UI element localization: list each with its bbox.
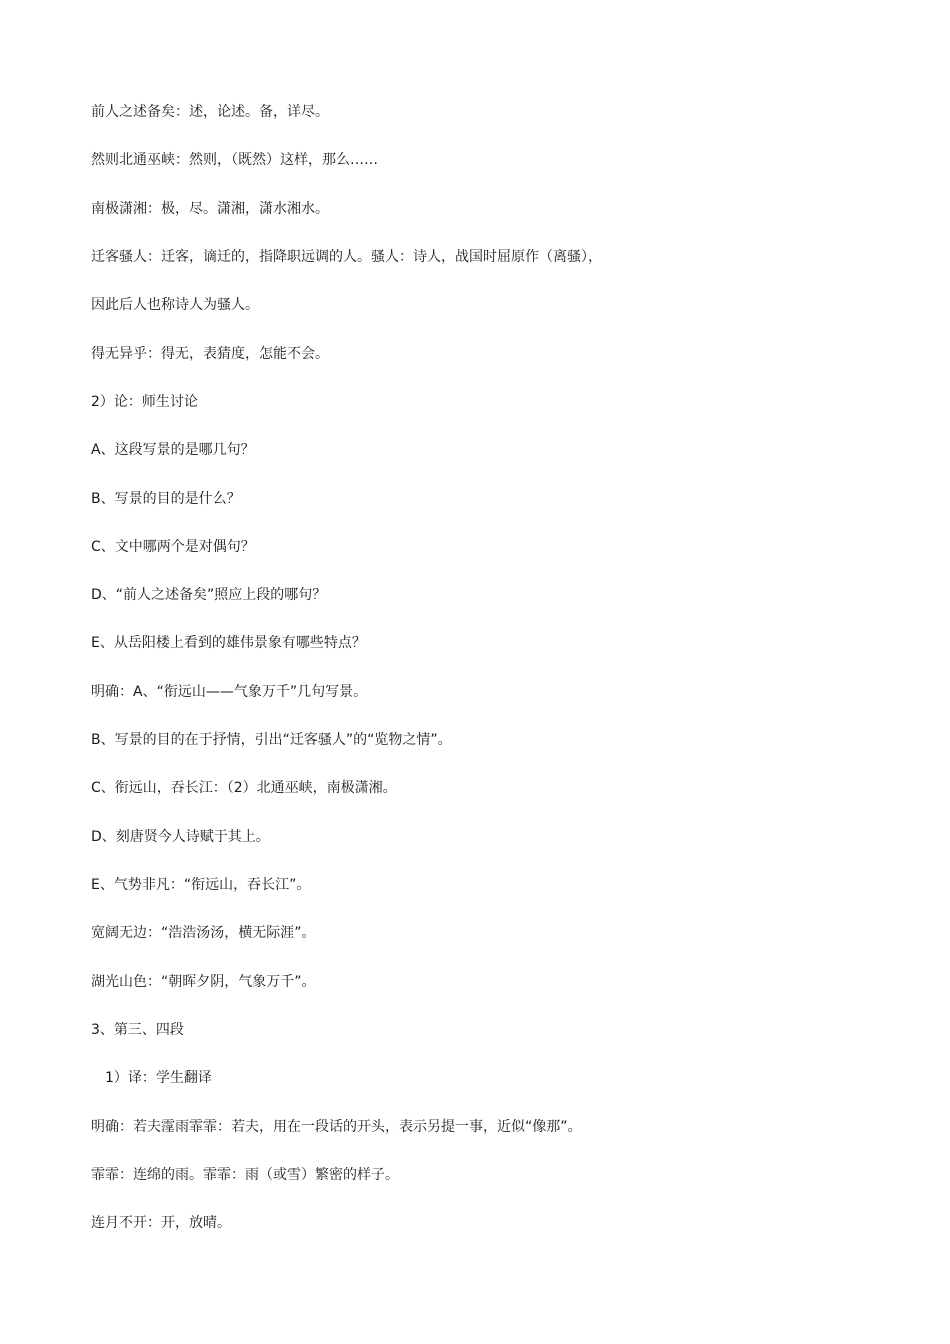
answer-item: C、衔远山，吞长江：（2）北通巫峡，南极潇湘。 <box>91 780 397 796</box>
subsection-heading: 1）译：学生翻译 <box>105 1070 212 1086</box>
text-line: 南极潇湘：极，尽。潇湘，潇水湘水。 <box>91 201 329 217</box>
text-line: 霏霏：连绵的雨。霏霏：雨（或雪）繁密的样子。 <box>91 1167 399 1183</box>
answer-item: 湖光山色：“朝晖夕阴，气象万千”。 <box>91 974 316 990</box>
question-item: A、这段写景的是哪几句？ <box>91 442 255 458</box>
text-line: 连月不开：开，放晴。 <box>91 1215 231 1231</box>
question-item: E、从岳阳楼上看到的雄伟景象有哪些特点？ <box>91 635 366 651</box>
answer-item: E、气势非凡：“衔远山，吞长江”。 <box>91 877 311 893</box>
question-item: D、“前人之述备矣”照应上段的哪句？ <box>91 587 327 603</box>
question-item: B、写景的目的是什么？ <box>91 491 241 507</box>
text-line: 因此后人也称诗人为骚人。 <box>91 297 259 313</box>
text-line: 明确：若夫霪雨霏霏：若夫，用在一段话的开头，表示另提一事，近似“像那”。 <box>91 1119 582 1135</box>
section-heading: 3、第三、四段 <box>91 1022 184 1038</box>
text-line: 迁客骚人：迁客，谪迁的，指降职远调的人。骚人：诗人，战国时屈原作（离骚）， <box>91 249 602 265</box>
question-item: C、文中哪两个是对偶句？ <box>91 539 255 555</box>
text-line: 得无异乎：得无，表猜度，怎能不会。 <box>91 346 329 362</box>
answer-item: D、刻唐贤今人诗赋于其上。 <box>91 829 270 845</box>
text-line: 前人之述备矣：述，论述。备，详尽。 <box>91 104 329 120</box>
answer-item: 明确：A、“衔远山——气象万千”几句写景。 <box>91 684 368 700</box>
text-line: 然则北通巫峡：然则，（既然）这样，那么…… <box>91 152 378 168</box>
answer-item: B、写景的目的在于抒情，引出“迁客骚人”的“览物之情”。 <box>91 732 452 748</box>
answer-item: 宽阔无边：“浩浩汤汤，横无际涯”。 <box>91 925 316 941</box>
section-heading: 2）论：师生讨论 <box>91 394 198 410</box>
